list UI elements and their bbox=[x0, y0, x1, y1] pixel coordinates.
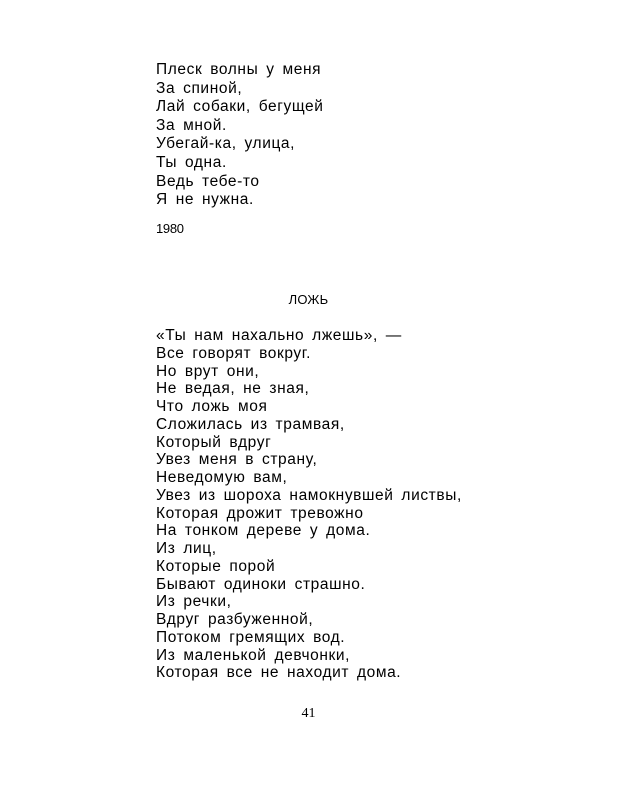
poem-line: Убегай-ка, улица, bbox=[156, 135, 296, 153]
poem-title: ЛОЖЬ bbox=[288, 292, 329, 307]
poem-line: Бывают одиноки страшно. bbox=[156, 575, 366, 593]
poem-line: За спиной, bbox=[156, 79, 243, 97]
poem-line: Ведь тебе-то bbox=[156, 172, 260, 190]
poem-stanza bbox=[156, 61, 323, 210]
poem-line: Вдруг разбуженной, bbox=[156, 611, 314, 628]
poem-line: Который вдруг bbox=[156, 433, 272, 451]
poem-line: Лай собаки, бегущей bbox=[156, 98, 324, 116]
poem-line: Но врут они, bbox=[156, 362, 260, 380]
poem-stanza bbox=[156, 327, 462, 682]
poem-line: Из речки, bbox=[156, 593, 232, 611]
page-number: 41 bbox=[301, 706, 316, 721]
poem-line: Что ложь моя bbox=[156, 398, 268, 415]
poem-line: Которые порой bbox=[156, 557, 276, 575]
poem-line: «Ты нам нахально лжешь», — bbox=[156, 327, 402, 344]
poem-line: Ты одна. bbox=[156, 153, 227, 171]
poem-line: Не ведая, не зная, bbox=[156, 380, 310, 398]
poem-line: Сложилась из трамвая, bbox=[156, 415, 345, 433]
poem-line: За мной. bbox=[156, 116, 227, 134]
poem-line: Все говорят вокруг. bbox=[156, 344, 312, 362]
poem-line: Потоком гремящих вод. bbox=[156, 628, 346, 646]
poem-line: Плеск волны у меня bbox=[156, 61, 322, 78]
poem-line: Неведомую вам, bbox=[156, 469, 288, 486]
poem-year: 1980 bbox=[156, 221, 184, 236]
poem-line: Я не нужна. bbox=[156, 191, 254, 209]
poem-line: Из маленькой девчонки, bbox=[156, 646, 351, 664]
poem-line: Которая дрожит тревожно bbox=[156, 504, 364, 522]
poem-line: Увез из шороха намокнувшей листвы, bbox=[156, 486, 462, 504]
poem-line: Которая все не находит дома. bbox=[156, 664, 402, 682]
poem-line: Из лиц, bbox=[156, 540, 217, 557]
poem-line: На тонком дереве у дома. bbox=[156, 522, 371, 540]
poem-line: Увез меня в страну, bbox=[156, 451, 318, 469]
